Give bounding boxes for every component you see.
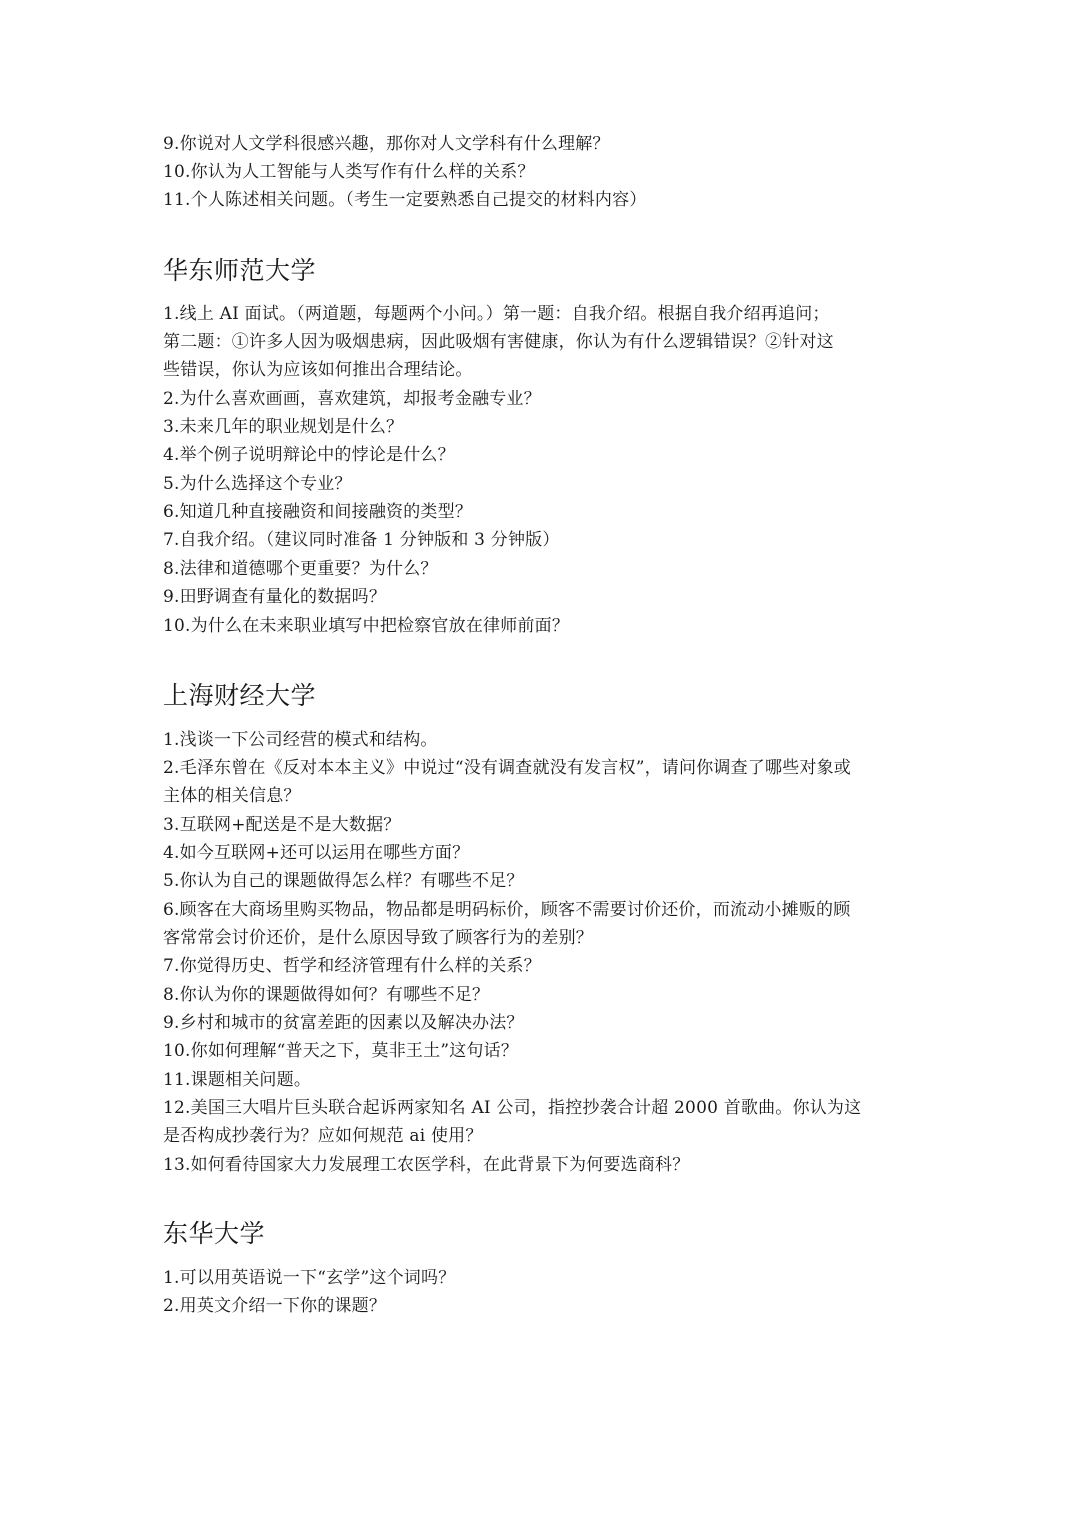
question-line: 11.个人陈述相关问题。（考生一定要熟悉自己提交的材料内容） bbox=[163, 190, 647, 210]
question-line: 是否构成抄袭行为？应如何规范 ai 使用？ bbox=[163, 1126, 483, 1146]
question-line: 10.为什么在未来职业填写中把检察官放在律师前面？ bbox=[163, 616, 570, 636]
question-line: 13.如何看待国家大力发展理工农医学科，在此背景下为何要选商科？ bbox=[163, 1155, 690, 1175]
question-line: 1.线上 AI 面试。（两道题，每题两个小问。）第一题：自我介绍。根据自我介绍再追问； bbox=[163, 304, 830, 324]
question-line: 9.你说对人文学科很感兴趣，那你对人文学科有什么理解？ bbox=[163, 134, 610, 154]
question-line: 4.如今互联网+还可以运用在哪些方面？ bbox=[163, 843, 470, 863]
question-line: 4.举个例子说明辩论中的悖论是什么？ bbox=[163, 445, 455, 465]
question-line: 9.田野调查有量化的数据吗？ bbox=[163, 587, 387, 607]
question-line: 7.你觉得历史、哲学和经济管理有什么样的关系？ bbox=[163, 956, 541, 976]
question-line: 6.顾客在大商场里购买物品，物品都是明码标价，顾客不需要讨价还价，而流动小摊贩的顾 bbox=[163, 900, 851, 920]
question-line: 8.你认为你的课题做得如何？有哪些不足？ bbox=[163, 985, 490, 1005]
section-heading: 东华大学 bbox=[163, 1219, 266, 1248]
question-line: 3.互联网+配送是不是大数据？ bbox=[163, 815, 401, 835]
question-line: 10.你如何理解“普天之下，莫非王土”这句话？ bbox=[163, 1041, 519, 1061]
question-line: 2.毛泽东曾在《反对本本主义》中说过“没有调查就没有发言权”，请问你调查了哪些对象或 bbox=[163, 758, 851, 778]
question-line: 6.知道几种直接融资和间接融资的类型？ bbox=[163, 502, 473, 522]
question-line: 1.可以用英语说一下“玄学”这个词吗？ bbox=[163, 1268, 456, 1288]
question-line: 些错误，你认为应该如何推出合理结论。 bbox=[163, 360, 473, 380]
question-line: 8.法律和道德哪个更重要？为什么？ bbox=[163, 559, 438, 579]
section-heading: 华东师范大学 bbox=[163, 256, 317, 285]
question-line: 2.为什么喜欢画画，喜欢建筑，却报考金融专业？ bbox=[163, 389, 541, 409]
question-line: 主体的相关信息？ bbox=[163, 786, 301, 806]
question-line: 7.自我介绍。（建议同时准备 1 分钟版和 3 分钟版） bbox=[163, 530, 560, 550]
question-line: 11.课题相关问题。 bbox=[163, 1070, 312, 1090]
question-line: 1.浅谈一下公司经营的模式和结构。 bbox=[163, 730, 438, 750]
question-line: 9.乡村和城市的贫富差距的因素以及解决办法？ bbox=[163, 1013, 524, 1033]
question-line: 5.为什么选择这个专业？ bbox=[163, 474, 352, 494]
question-line: 第二题：①许多人因为吸烟患病，因此吸烟有害健康，你认为有什么逻辑错误？②针对这 bbox=[163, 332, 834, 352]
question-line: 2.用英文介绍一下你的课题？ bbox=[163, 1296, 387, 1316]
section-heading: 上海财经大学 bbox=[163, 681, 317, 710]
question-line: 客常常会讨价还价，是什么原因导致了顾客行为的差别？ bbox=[163, 928, 593, 948]
question-line: 3.未来几年的职业规划是什么？ bbox=[163, 417, 404, 437]
question-line: 5.你认为自己的课题做得怎么样？有哪些不足？ bbox=[163, 871, 524, 891]
question-line: 12.美国三大唱片巨头联合起诉两家知名 AI 公司，指控抄袭合计超 2000 首歌曲。你认为这 bbox=[163, 1098, 862, 1118]
question-line: 10.你认为人工智能与人类写作有什么样的关系？ bbox=[163, 162, 535, 182]
